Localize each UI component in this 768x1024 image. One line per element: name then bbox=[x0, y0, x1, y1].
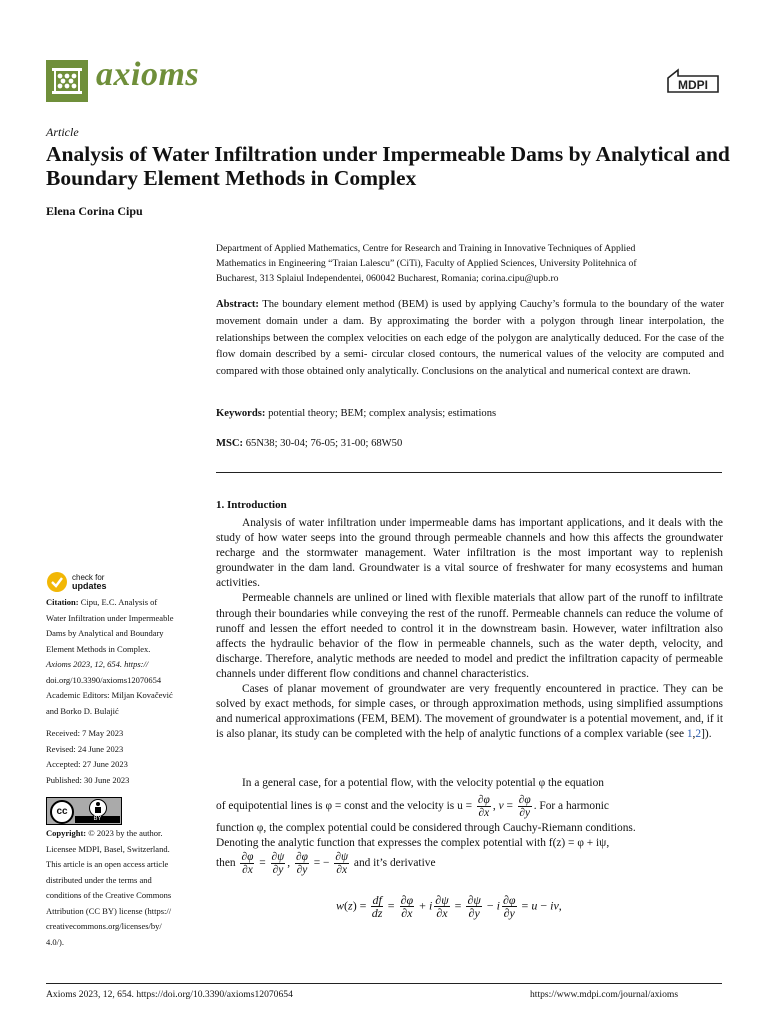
reference-link[interactable]: 1 bbox=[686, 728, 693, 741]
editor-line: and Borko D. Bulajić bbox=[46, 705, 119, 716]
editors bbox=[46, 688, 178, 719]
affiliation-line: Bucharest, 313 Splaiul Independentei, 060042 Bucharest, Romania; corina.cipu@upb.ro bbox=[216, 273, 559, 284]
keywords-text: potential theory; BEM; complex analysis; estimations bbox=[268, 408, 497, 419]
velocity-text: of equipotential lines is φ = const and the velocity is u = bbox=[216, 800, 473, 813]
paragraph bbox=[216, 682, 723, 742]
citation-doi-link[interactable]: doi.org/10.3390/axioms12070654 bbox=[46, 674, 162, 685]
cc-by-license-badge[interactable] bbox=[46, 797, 122, 825]
by-label: BY bbox=[75, 816, 120, 823]
citation-line: Water Infiltration under Impermeable bbox=[46, 612, 174, 623]
abstract bbox=[216, 297, 724, 381]
affiliation-line: Department of Applied Mathematics, Centre for Research and Training in Innovative Techniques of Applied bbox=[216, 243, 636, 254]
paragraph-line: In a general case, for a potential flow, with the velocity potential φ the equation bbox=[242, 777, 604, 789]
copyright-line: Licensee MDPI, Basel, Switzerland. bbox=[46, 843, 170, 854]
copyright-line: creativecommons.org/licenses/by/ bbox=[46, 921, 162, 931]
paragraph: Permeable channels are unlined or lined with flexible materials that allow part of the runoff to infiltrate through their boundaries while conveying the rest of the runoff. Permeable channels can reduce the volume of runoff and lessen the effort needed to control it in the downstream basin. However, water infiltration also affects the hydraulic behavior of the flow in permeable channels, such as the water depth, velocity, and discharge. Therefore, analytic methods are needed to model and predict the infiltration capacity of permeable channels under different flow conditions and channel characteristics. bbox=[216, 592, 723, 680]
msc-text: 65N38; 30-04; 76-05; 31-00; 68W50 bbox=[245, 438, 403, 449]
paragraph-line: Denoting the analytic function that expresses the complex potential with f(z) = φ + iψ, bbox=[216, 837, 610, 849]
fraction: $\frac{\partial\varphi}{\partial y}$ bbox=[518, 794, 531, 819]
cc-icon: cc bbox=[50, 800, 74, 824]
footer-journal-link[interactable]: https://www.mdpi.com/journal/axioms bbox=[530, 989, 679, 1000]
reference-close: ]). bbox=[701, 728, 712, 741]
citation-line: Element Methods in Complex. bbox=[46, 643, 151, 654]
editor-line: Academic Editors: Miljan Kovačević bbox=[46, 690, 173, 700]
section-title: 1. Introduction bbox=[216, 499, 287, 511]
copyright-line: 4.0/). bbox=[46, 936, 64, 947]
revised-date: Revised: 24 June 2023 bbox=[46, 743, 124, 754]
introduction-body bbox=[216, 516, 723, 742]
keywords-label: Keywords: bbox=[216, 408, 266, 419]
check-for-updates-button[interactable] bbox=[46, 571, 107, 593]
dates bbox=[46, 726, 178, 788]
footer-divider bbox=[46, 983, 722, 984]
copyright-block bbox=[46, 826, 178, 950]
publisher-name: MDPI bbox=[678, 78, 708, 92]
citation-line: Dams by Analytical and Boundary bbox=[46, 628, 164, 638]
copyright-line: This article is an open access article bbox=[46, 859, 169, 869]
msc-codes bbox=[216, 436, 724, 453]
affiliation-line: Mathematics in Engineering “Traian Lalescu” (CiTi), Faculty of Applied Sciences, University Politehnica of bbox=[216, 258, 637, 269]
accepted-date: Accepted: 27 June 2023 bbox=[46, 759, 128, 769]
paragraph-line: then $\frac{\partial\varphi}{\partial x}$ = $\frac{\partial\psi}{\partial y}$ , $\frac{\partial\varphi}{\partial y}$ = − $\frac{\partial\psi}{\partial x}$ and it’s derivative bbox=[216, 851, 436, 876]
mdpi-logo[interactable] bbox=[664, 66, 722, 101]
check-updates-icon bbox=[46, 571, 68, 593]
copyright-label: Copyright: bbox=[46, 828, 87, 838]
citation-line: Cipu, E.C. Analysis of bbox=[80, 597, 158, 607]
reference-link[interactable]: 2 bbox=[695, 728, 702, 741]
copyright-line: distributed under the terms and bbox=[46, 874, 152, 885]
published-date: Published: 30 June 2023 bbox=[46, 774, 130, 785]
copyright-line: conditions of the Creative Commons bbox=[46, 890, 172, 900]
paragraph-line: function φ, the complex potential could be considered through Cauchy-Riemann conditions. bbox=[216, 822, 636, 834]
paragraph: Analysis of water infiltration under impermeable dams has important applications, and it deals with the study of how water seeps into the ground through permeable channels and how this affects the groundwater recharge and the stormwater management. Water infiltration is the most important way to replenish groundwater in the dam land. Groundwater is a vital source of freshwater for many ecosystems and human activities. bbox=[216, 517, 723, 590]
journal-name[interactable]: axioms bbox=[96, 56, 200, 93]
attribution-icon bbox=[89, 799, 107, 817]
abstract-label: Abstract: bbox=[216, 299, 259, 310]
article-type: Article bbox=[46, 125, 79, 139]
updates-label: updates bbox=[72, 581, 107, 591]
fraction: $\frac{\partial\varphi}{\partial x}$ bbox=[241, 851, 254, 876]
paragraph-text: For a harmonic bbox=[539, 800, 609, 813]
paragraph-text: Cases of planar movement of groundwater are very frequently encountered in practice. They can be solved by exact methods, for simple cases, or through approximation methods, using simplified assumptions and numerical approximations (FEM, BEM). The movement of groundwater is a potential movement, and, if it is also planar, its study can be completed with the help of analytic functions of a complex variable (see bbox=[216, 683, 723, 741]
citation-line: Axioms 2023, 12, 654. https:// bbox=[46, 659, 149, 669]
paragraph-text: and it’s derivative bbox=[353, 857, 436, 870]
copyright-line: © 2023 by the author. bbox=[88, 828, 163, 838]
footer-citation[interactable]: Axioms 2023, 12, 654. https://doi.org/10.3390/axioms12070654 bbox=[46, 989, 293, 1000]
reference-separator: , bbox=[692, 728, 696, 741]
equation: w(z) = $\frac{df}{dz}$ = $\frac{\partial\varphi}{\partial x}$ + i $\frac{\partial\psi}{\partial x}$ = $\frac{\partial\psi}{\partial y}$ − i $\frac{\partial\varphi}{\partial y}$ = u − iv, bbox=[336, 893, 562, 920]
abstract-text: The boundary element method (BEM) is used by applying Cauchy’s formula to the boundary of the water movement domain under a dam. By approximating the border with a polygon through linear interpolation, the relationships between the complex velocities on each edge of the polygon are analytically deduced. For the case of the flow domain described by a semi- circular closed contours, the numerical values of the velocity are computed and compared with those obtained only analytically. Conclusions on the analytical and numerical context are drawn. bbox=[216, 299, 724, 378]
keywords bbox=[216, 406, 724, 423]
fraction: $\frac{\partial\varphi}{\partial y}$ bbox=[295, 851, 308, 876]
fraction: $\frac{\partial\psi}{\partial x}$ bbox=[335, 851, 349, 876]
check-label: check for bbox=[72, 573, 105, 582]
copyright-line: Attribution (CC BY) license (https:// bbox=[46, 905, 172, 916]
author-name[interactable]: Elena Corina Cipu bbox=[46, 204, 143, 218]
received-date: Received: 7 May 2023 bbox=[46, 728, 124, 738]
paragraph-text: then bbox=[216, 857, 236, 870]
paragraph-line: of equipotential lines is φ = const and the velocity is u = $\frac{\partial\varphi}{\partial x}$ , v = $\frac{\partial\varphi}{\partial y}$ . For a harmonic bbox=[216, 794, 609, 819]
fraction: $\frac{\partial\psi}{\partial y}$ bbox=[271, 851, 285, 876]
citation-block bbox=[46, 595, 178, 688]
citation-label: Citation: bbox=[46, 597, 79, 607]
equation-paragraph bbox=[216, 776, 723, 876]
article-title: Analysis of Water Infiltration under Impermeable Dams by Analytical and Boundary Element Methods in Complex bbox=[46, 142, 730, 190]
divider bbox=[216, 472, 722, 473]
msc-label: MSC: bbox=[216, 438, 244, 449]
journal-logo-icon bbox=[46, 60, 88, 102]
fraction: $\frac{\partial\varphi}{\partial x}$ bbox=[477, 794, 490, 819]
